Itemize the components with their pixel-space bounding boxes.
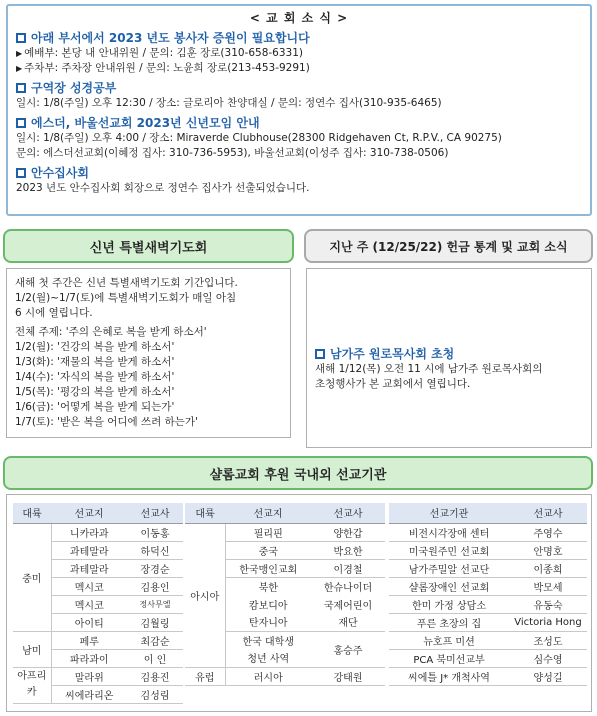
field-cell: 아이티 xyxy=(51,613,127,631)
col-header-field: 선교지 xyxy=(225,503,311,523)
col-header-field: 선교지 xyxy=(51,503,127,523)
agency-cell: 샬롬장애인 선교회 xyxy=(389,577,509,595)
col-header-missionary: 선교사 xyxy=(127,503,183,523)
field-cell: 멕시코 xyxy=(51,577,127,595)
triangle-bullet-icon: ▶ xyxy=(16,64,23,73)
agency-cell: 미국원주민 선교회 xyxy=(389,541,509,559)
checkbox-square-icon xyxy=(16,33,26,43)
church-news-box xyxy=(6,4,592,216)
prayer-line: 1/2(월): '건강의 복을 받게 하소서' xyxy=(15,341,175,353)
table-row xyxy=(389,541,587,559)
field-cell: 러시아 xyxy=(225,667,311,685)
table-row xyxy=(389,649,587,667)
prayer-line: 새해 첫 주간은 신년 특별새벽기도회 기간입니다. xyxy=(15,277,238,289)
news-line: ▶ 주차부: 주차장 안내위원 / 문의: 노윤희 장로(213-453-9291) xyxy=(16,62,310,74)
field-cell: 캄보디아 xyxy=(248,600,288,612)
table-row xyxy=(389,613,587,631)
table-row xyxy=(389,667,587,685)
field-cell: 북한 xyxy=(258,582,278,594)
missionary-cell: 양성길 xyxy=(509,667,587,685)
missionary-cell: 김용인 xyxy=(127,577,183,595)
prayer-line: 1/6(금): '어떻게 복을 받게 되는가' xyxy=(15,401,175,413)
field-cell: 과테말라 xyxy=(51,541,127,559)
triangle-bullet-icon: ▶ xyxy=(16,49,23,58)
table-row xyxy=(389,559,587,577)
agency-cell: 푸른 초장의 집 xyxy=(389,613,509,631)
missionary-cell: 김용진 xyxy=(127,667,183,685)
field-cell: 말라위 xyxy=(51,667,127,685)
prayer-line: 6 시에 열립니다. xyxy=(15,307,93,319)
missionary-cell: 안명호 xyxy=(509,541,587,559)
offering-stats-box xyxy=(306,268,592,448)
missionary-cell: 장경순 xyxy=(127,559,183,577)
missions-table-asia-europe xyxy=(185,503,385,686)
prayer-line: 1/7(토): '받은 복을 어디에 쓰려 하는가' xyxy=(15,416,198,428)
table-row xyxy=(13,667,183,685)
missionary-cell: 김성림 xyxy=(127,685,183,703)
news-section-deacons xyxy=(16,164,582,181)
church-news-title: < 교 회 소 식 > xyxy=(249,11,349,25)
missionary-cell: Victoria Hong xyxy=(509,613,587,631)
table-row xyxy=(185,523,385,541)
missionary-cell: 이종희 xyxy=(509,559,587,577)
missionary-cell: 박모세 xyxy=(509,577,587,595)
col-header-region: 대륙 xyxy=(185,503,225,523)
news-section-volunteers xyxy=(16,29,582,46)
col-header-missionary: 선교사 xyxy=(311,503,385,523)
region-cell: 유럽 xyxy=(185,667,225,685)
col-header-missionary: 선교사 xyxy=(509,503,587,523)
missions-table-agencies xyxy=(389,503,587,686)
field-cell: 필리핀 xyxy=(225,523,311,541)
news-line: 일시: 1/8(주일) 오후 4:00 / 장소: Miraverde Clubhouse(28300 Ridgehaven Ct, R.P.V., CA 90275) xyxy=(16,132,502,144)
checkbox-square-icon xyxy=(16,83,26,93)
col-header-agency: 선교기관 xyxy=(389,503,509,523)
missionary-cell: 이동홍 xyxy=(127,523,183,541)
missionary-cell: 최감순 xyxy=(127,631,183,649)
checkbox-square-icon xyxy=(16,118,26,128)
region-cell: 남미 xyxy=(13,631,51,667)
prayer-line: 1/2(월)~1/7(토)에 특별새벽기도회가 매일 아침 xyxy=(15,292,237,304)
news-section-newyear-meeting xyxy=(16,114,582,131)
agency-cell: 비전시각장애 센터 xyxy=(389,523,509,541)
missionary-cell: 홍승주 xyxy=(311,631,385,667)
field-cell: 멕시코 xyxy=(51,595,127,613)
offering-stats-header: 지난 주 (12/25/22) 헌금 통계 및 교회 소식 xyxy=(304,229,593,263)
field-cell: 과테말라 xyxy=(51,559,127,577)
prayer-meeting-box xyxy=(6,268,291,438)
missionary-cell: 조성도 xyxy=(509,631,587,649)
missions-header: 샬롬교회 후원 국내외 선교기관 xyxy=(3,456,593,490)
news-line: 2023 년도 안수집사회 회장으로 정연수 집사가 선출되었습니다. xyxy=(16,182,310,194)
news-heading: 에스더, 바울선교회 2023년 신년모임 안내 xyxy=(31,116,260,130)
table-row xyxy=(389,631,587,649)
news-line: ▶ 예배부: 본당 내 안내위원 / 문의: 김훈 장로(310-658-6331) xyxy=(16,47,303,59)
missionary-cell: 국제어린이 xyxy=(323,600,373,612)
missionary-cell: 박요한 xyxy=(311,541,385,559)
prayer-line: 1/4(수): '자식의 복을 받게 하소서' xyxy=(15,371,175,383)
field-cell: 한국맹인교회 xyxy=(225,559,311,577)
agency-cell: PCA 북미선교부 xyxy=(389,649,509,667)
news-heading: 구역장 성경공부 xyxy=(31,81,117,95)
news-section-bible-study xyxy=(16,79,582,96)
field-cell: 중국 xyxy=(225,541,311,559)
region-cell: 아프리카 xyxy=(13,667,51,703)
missionary-cell: 양한갑 xyxy=(311,523,385,541)
missions-box xyxy=(6,494,592,712)
field-cell: 씨에라리온 xyxy=(51,685,127,703)
stats-line: 새해 1/12(목) 오전 11 시에 남가주 원로목사회의 xyxy=(315,363,543,375)
prayer-line: 전체 주제: '주의 은혜로 복을 받게 하소서' xyxy=(15,326,207,338)
agency-cell: 씨에틀 J* 개척사역 xyxy=(389,667,509,685)
prayer-line: 1/5(목): '평강의 복을 받게 하소서' xyxy=(15,386,175,398)
news-line: 문의: 에스더선교회(이혜정 집사: 310-736-5953), 바울선교회(이성주 집사: 310-738-0506) xyxy=(16,147,449,159)
col-header-region: 대륙 xyxy=(13,503,51,523)
field-cell: 니카라과 xyxy=(51,523,127,541)
checkbox-square-icon xyxy=(315,349,325,359)
checkbox-square-icon xyxy=(16,168,26,178)
region-cell: 아시아 xyxy=(185,523,225,667)
agency-cell: 남가주밀알 선교단 xyxy=(389,559,509,577)
missionary-cell: 한슈나이더 xyxy=(323,582,373,594)
region-cell: 중미 xyxy=(13,523,51,631)
missionary-cell: 김월링 xyxy=(127,613,183,631)
missionary-cell: 심수영 xyxy=(509,649,587,667)
missionary-cell: 이 인 xyxy=(127,649,183,667)
table-row xyxy=(389,595,587,613)
table-row xyxy=(185,667,385,685)
table-row xyxy=(389,523,587,541)
table-header-row xyxy=(185,503,385,523)
field-cell: 탄자니아 xyxy=(225,613,311,631)
news-line: 일시: 1/8(주일) 오후 12:30 / 장소: 글로리아 찬양대실 / 문의: 정연수 집사(310-935-6465) xyxy=(16,97,442,109)
missionary-cell: 강태원 xyxy=(311,667,385,685)
missionary-cell: 정사무엘 xyxy=(127,595,183,613)
missionary-cell: 하덕신 xyxy=(127,541,183,559)
field-cell: 페루 xyxy=(51,631,127,649)
table-header-row xyxy=(13,503,183,523)
table-header-row xyxy=(389,503,587,523)
missions-table-americas-africa xyxy=(13,503,183,704)
field-cell: 파라과이 xyxy=(51,649,127,667)
table-row xyxy=(13,523,183,541)
missionary-cell: 주영수 xyxy=(509,523,587,541)
field-cell: 청년 사역 xyxy=(225,649,311,667)
missionary-cell: 재단 xyxy=(311,613,385,631)
missionary-cell: 이경철 xyxy=(311,559,385,577)
table-row xyxy=(13,631,183,649)
stats-line: 초청행사가 본 교회에서 열립니다. xyxy=(315,378,471,390)
agency-cell: 뉴호프 미션 xyxy=(389,631,509,649)
table-row xyxy=(389,577,587,595)
agency-cell: 한미 가정 상담소 xyxy=(389,595,509,613)
missionary-cell: 유동숙 xyxy=(509,595,587,613)
news-heading: 안수집사회 xyxy=(31,166,89,180)
elder-pastors-heading: 남가주 원로목사회 초청 xyxy=(315,345,583,362)
field-cell: 한국 대학생 xyxy=(242,636,294,648)
news-heading: 아래 부서에서 2023 년도 봉사자 증원이 필요합니다 xyxy=(31,31,310,45)
prayer-meeting-header: 신년 특별새벽기도회 xyxy=(3,229,294,263)
prayer-line: 1/3(화): '재물의 복을 받게 하소서' xyxy=(15,356,175,368)
